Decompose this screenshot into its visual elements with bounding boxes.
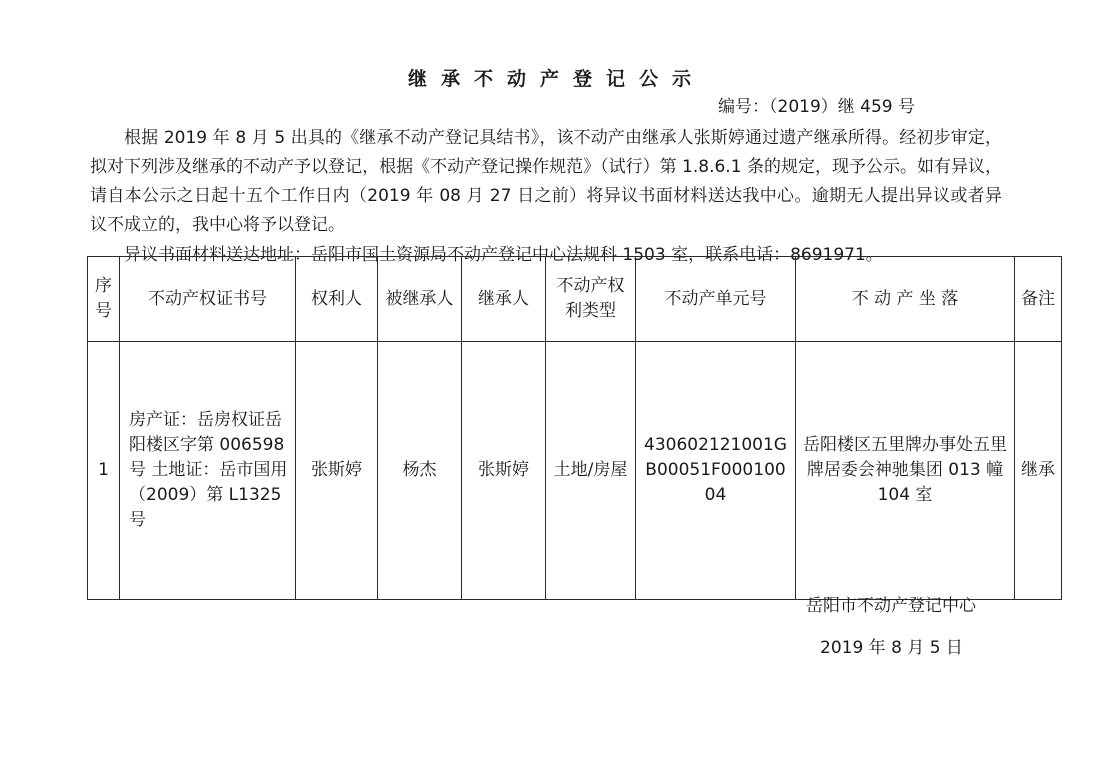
cell-seq: 1 bbox=[88, 342, 120, 600]
header-heir: 继承人 bbox=[462, 257, 546, 342]
property-table bbox=[87, 256, 1062, 600]
cell-heir: 张斯婷 bbox=[462, 342, 546, 600]
table-row bbox=[88, 342, 1062, 600]
header-location: 不 动 产 坐 落 bbox=[796, 257, 1015, 342]
table-header-row bbox=[88, 257, 1062, 342]
issuing-authority: 岳阳市不动产登记中心 bbox=[806, 596, 976, 616]
header-unit-no: 不动产单元号 bbox=[636, 257, 796, 342]
announcement-body: 根据 2019 年 8 月 5 出具的《继承不动产登记具结书》，该不动产由继承人张斯婷通过遗产继承所得。经初步审定， 拟对下列涉及继承的不动产予以登记，根据《不动产登记操作规范》（试行）第 1.8.6.1 条的规定，现予公示。如有异议，请自本公示之日起十五个工作日内（2019 年 08 月 27 日之前）将异议书面材料送达我中心。逾期无人提出异议或者异议不成立的，我中心将予以登记。 bbox=[90, 128, 1002, 235]
header-cert-no: 不动产权证书号 bbox=[120, 257, 296, 342]
header-deceased: 被继承人 bbox=[378, 257, 462, 342]
document-title: 继承不动产登记公示 bbox=[407, 68, 705, 90]
header-right-type: 不动产权利类型 bbox=[546, 257, 636, 342]
cell-remark: 继承 bbox=[1015, 342, 1062, 600]
cell-unit-no: 430602121001GB00051F00010004 bbox=[636, 342, 796, 600]
cell-right-type: 土地/房屋 bbox=[546, 342, 636, 600]
cell-deceased: 杨杰 bbox=[378, 342, 462, 600]
issue-date: 2019 年 8 月 5 日 bbox=[820, 638, 963, 658]
header-seq: 序号 bbox=[88, 257, 120, 342]
objection-address: 异议书面材料送达地址：岳阳市国土资源局不动产登记中心法规科 1503 室，联系电话：8691971。 bbox=[124, 245, 883, 265]
cell-cert-no: 房产证：岳房权证岳阳楼区字第 006598 号 土地证：岳市国用（2009）第 L1325 号 bbox=[120, 342, 296, 600]
header-remark: 备注 bbox=[1015, 257, 1062, 342]
cell-location: 岳阳楼区五里牌办事处五里牌居委会神驰集团 013 幢 104 室 bbox=[796, 342, 1015, 600]
document-number: 编号：（2019）继 459 号 bbox=[718, 97, 916, 117]
header-owner: 权利人 bbox=[296, 257, 378, 342]
cell-owner: 张斯婷 bbox=[296, 342, 378, 600]
